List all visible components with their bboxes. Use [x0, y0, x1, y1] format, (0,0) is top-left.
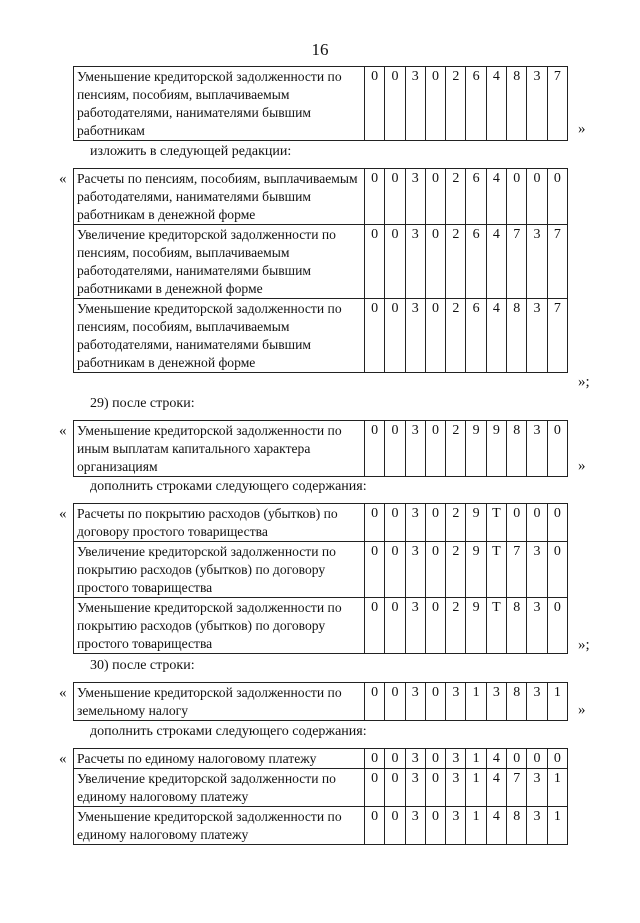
instruction-text: дополнить строками следующего содержания:	[90, 724, 367, 739]
code-digit-cell: 7	[507, 225, 527, 299]
code-digit-cell: 4	[486, 807, 506, 845]
code-digit-cell: 2	[446, 299, 466, 373]
code-digit-cell: 0	[547, 169, 567, 225]
account-table-2	[73, 168, 568, 373]
page-number: 16	[311, 40, 329, 59]
code-digit-cell: 0	[425, 67, 445, 141]
code-digit-cell: 1	[547, 769, 567, 807]
code-digit-cell: 2	[446, 225, 466, 299]
code-digit-cell: 3	[405, 769, 425, 807]
code-digit-cell: 0	[385, 598, 405, 654]
code-digit-cell: 4	[486, 769, 506, 807]
opening-quote: «	[59, 423, 67, 439]
account-name-cell: Уменьшение кредиторской задолженности по иным выплатам капитального характера организациям	[74, 421, 365, 477]
code-digit-cell: 7	[547, 225, 567, 299]
account-table-4	[73, 503, 568, 654]
code-digit-cell: 0	[365, 598, 385, 654]
code-digit-cell: 3	[405, 683, 425, 721]
table-row	[74, 542, 568, 598]
code-digit-cell: 0	[425, 169, 445, 225]
table-row	[74, 769, 568, 807]
code-digit-cell: 0	[547, 504, 567, 542]
code-digit-cell: 0	[385, 542, 405, 598]
code-digit-cell: 0	[385, 169, 405, 225]
code-digit-cell: 0	[527, 749, 547, 769]
code-digit-cell: 4	[486, 299, 506, 373]
table-row	[74, 807, 568, 845]
code-digit-cell: 0	[385, 683, 405, 721]
code-digit-cell: 0	[507, 169, 527, 225]
account-name-cell: Увеличение кредиторской задолженности по покрытию расходов (убытков) по договору простого товарищества	[74, 542, 365, 598]
table-row	[74, 683, 568, 721]
code-digit-cell: 0	[425, 225, 445, 299]
code-digit-cell: 3	[405, 542, 425, 598]
table-row	[74, 225, 568, 299]
code-digit-cell: 3	[405, 749, 425, 769]
code-digit-cell: 0	[547, 749, 567, 769]
closing-quote: »	[578, 121, 586, 137]
account-name-cell: Расчеты по пенсиям, пособиям, выплачиваемым работодателями, нанимателями бывшим работникам в денежной форме	[74, 169, 365, 225]
code-digit-cell: 0	[425, 504, 445, 542]
account-name-cell: Уменьшение кредиторской задолженности по земельному налогу	[74, 683, 365, 721]
opening-quote: «	[59, 506, 67, 522]
code-digit-cell: 4	[486, 225, 506, 299]
code-digit-cell: 2	[446, 67, 466, 141]
code-digit-cell: 4	[486, 67, 506, 141]
account-table-1	[73, 66, 568, 141]
account-table-5	[73, 682, 568, 721]
code-digit-cell: 0	[365, 769, 385, 807]
code-digit-cell: 8	[507, 807, 527, 845]
code-digit-cell: 3	[527, 67, 547, 141]
code-digit-cell: 3	[527, 807, 547, 845]
code-digit-cell: 0	[425, 683, 445, 721]
code-digit-cell: 2	[446, 542, 466, 598]
code-digit-cell: 3	[405, 169, 425, 225]
code-digit-cell: 0	[385, 421, 405, 477]
code-digit-cell: 0	[365, 299, 385, 373]
code-digit-cell: 0	[385, 769, 405, 807]
code-digit-cell: Т	[486, 504, 506, 542]
code-digit-cell: 6	[466, 225, 486, 299]
code-digit-cell: 9	[466, 598, 486, 654]
code-digit-cell: 3	[446, 683, 466, 721]
instruction-text: дополнить строками следующего содержания:	[90, 479, 367, 494]
code-digit-cell: 7	[547, 67, 567, 141]
code-digit-cell: 3	[486, 683, 506, 721]
code-digit-cell: 0	[365, 504, 385, 542]
code-digit-cell: 1	[466, 683, 486, 721]
code-digit-cell: 0	[385, 67, 405, 141]
code-digit-cell: 8	[507, 598, 527, 654]
code-digit-cell: Т	[486, 598, 506, 654]
table-row	[74, 169, 568, 225]
code-digit-cell: 0	[385, 225, 405, 299]
code-digit-cell: 3	[527, 769, 547, 807]
code-digit-cell: 7	[507, 542, 527, 598]
code-digit-cell: 8	[507, 67, 527, 141]
code-digit-cell: 0	[365, 421, 385, 477]
code-digit-cell: 3	[446, 769, 466, 807]
code-digit-cell: 2	[446, 504, 466, 542]
account-name-cell: Увеличение кредиторской задолженности по единому налоговому платежу	[74, 769, 365, 807]
code-digit-cell: 3	[527, 683, 547, 721]
code-digit-cell: 0	[527, 169, 547, 225]
code-digit-cell: 0	[425, 421, 445, 477]
code-digit-cell: 3	[527, 299, 547, 373]
code-digit-cell: 3	[405, 299, 425, 373]
code-digit-cell: 3	[405, 807, 425, 845]
code-digit-cell: 0	[425, 299, 445, 373]
code-digit-cell: 3	[405, 225, 425, 299]
account-name-cell: Уменьшение кредиторской задолженности по пенсиям, пособиям, выплачиваемым работодателями, нанимателями бывшим работникам	[74, 67, 365, 141]
code-digit-cell: 0	[365, 225, 385, 299]
code-digit-cell: 6	[466, 67, 486, 141]
closing-quote: »;	[578, 637, 590, 653]
code-digit-cell: 0	[547, 421, 567, 477]
code-digit-cell: 2	[446, 169, 466, 225]
code-digit-cell: 0	[365, 169, 385, 225]
code-digit-cell: 0	[547, 598, 567, 654]
opening-quote: «	[59, 751, 67, 767]
code-digit-cell: 4	[486, 169, 506, 225]
code-digit-cell: 0	[365, 542, 385, 598]
code-digit-cell: 7	[547, 299, 567, 373]
code-digit-cell: 0	[425, 542, 445, 598]
code-digit-cell: 2	[446, 598, 466, 654]
code-digit-cell: 0	[385, 807, 405, 845]
code-digit-cell: 0	[527, 504, 547, 542]
account-name-cell: Уменьшение кредиторской задолженности по пенсиям, пособиям, выплачиваемым работодателями, нанимателями бывшим работникам в денежной форме	[74, 299, 365, 373]
code-digit-cell: 1	[466, 807, 486, 845]
code-digit-cell: 9	[466, 504, 486, 542]
account-name-cell: Расчеты по единому налоговому платежу	[74, 749, 365, 769]
code-digit-cell: 0	[507, 504, 527, 542]
code-digit-cell: 6	[466, 299, 486, 373]
code-digit-cell: 1	[547, 807, 567, 845]
account-table-6	[73, 748, 568, 845]
code-digit-cell: 1	[547, 683, 567, 721]
code-digit-cell: 0	[425, 598, 445, 654]
code-digit-cell: 0	[425, 807, 445, 845]
code-digit-cell: 9	[486, 421, 506, 477]
code-digit-cell: 0	[425, 769, 445, 807]
table-row	[74, 749, 568, 769]
closing-quote: »	[578, 702, 586, 718]
code-digit-cell: 3	[405, 421, 425, 477]
code-digit-cell: 0	[365, 683, 385, 721]
closing-quote: »	[578, 458, 586, 474]
code-digit-cell: 0	[365, 807, 385, 845]
code-digit-cell: 8	[507, 683, 527, 721]
table-row	[74, 598, 568, 654]
code-digit-cell: 3	[527, 542, 547, 598]
code-digit-cell: Т	[486, 542, 506, 598]
code-digit-cell: 0	[385, 504, 405, 542]
code-digit-cell: 3	[527, 225, 547, 299]
code-digit-cell: 7	[507, 769, 527, 807]
account-name-cell: Уменьшение кредиторской задолженности по покрытию расходов (убытков) по договору простого товарищества	[74, 598, 365, 654]
table-row	[74, 421, 568, 477]
closing-quote: »;	[578, 374, 590, 390]
code-digit-cell: 0	[365, 749, 385, 769]
instruction-text: изложить в следующей редакции:	[90, 144, 292, 159]
account-table-3	[73, 420, 568, 477]
code-digit-cell: 6	[466, 169, 486, 225]
code-digit-cell: 4	[486, 749, 506, 769]
opening-quote: «	[59, 685, 67, 701]
code-digit-cell: 3	[527, 421, 547, 477]
code-digit-cell: 8	[507, 421, 527, 477]
opening-quote: «	[59, 171, 67, 187]
table-row	[74, 67, 568, 141]
code-digit-cell: 1	[466, 749, 486, 769]
code-digit-cell: 0	[385, 749, 405, 769]
account-name-cell: Расчеты по покрытию расходов (убытков) по договору простого товарищества	[74, 504, 365, 542]
code-digit-cell: 0	[547, 542, 567, 598]
code-digit-cell: 3	[405, 598, 425, 654]
code-digit-cell: 2	[446, 421, 466, 477]
code-digit-cell: 9	[466, 542, 486, 598]
code-digit-cell: 0	[385, 299, 405, 373]
instruction-text: 30) после строки:	[90, 658, 195, 673]
code-digit-cell: 3	[446, 807, 466, 845]
account-name-cell: Уменьшение кредиторской задолженности по единому налоговому платежу	[74, 807, 365, 845]
code-digit-cell: 0	[365, 67, 385, 141]
code-digit-cell: 0	[507, 749, 527, 769]
account-name-cell: Увеличение кредиторской задолженности по пенсиям, пособиям, выплачиваемым работодателями, нанимателями бывшим работниками в денежной форме	[74, 225, 365, 299]
table-row	[74, 299, 568, 373]
code-digit-cell: 9	[466, 421, 486, 477]
code-digit-cell: 3	[405, 67, 425, 141]
code-digit-cell: 3	[446, 749, 466, 769]
instruction-text: 29) после строки:	[90, 396, 195, 411]
code-digit-cell: 3	[405, 504, 425, 542]
code-digit-cell: 3	[527, 598, 547, 654]
code-digit-cell: 8	[507, 299, 527, 373]
table-row	[74, 504, 568, 542]
code-digit-cell: 1	[466, 769, 486, 807]
code-digit-cell: 0	[425, 749, 445, 769]
